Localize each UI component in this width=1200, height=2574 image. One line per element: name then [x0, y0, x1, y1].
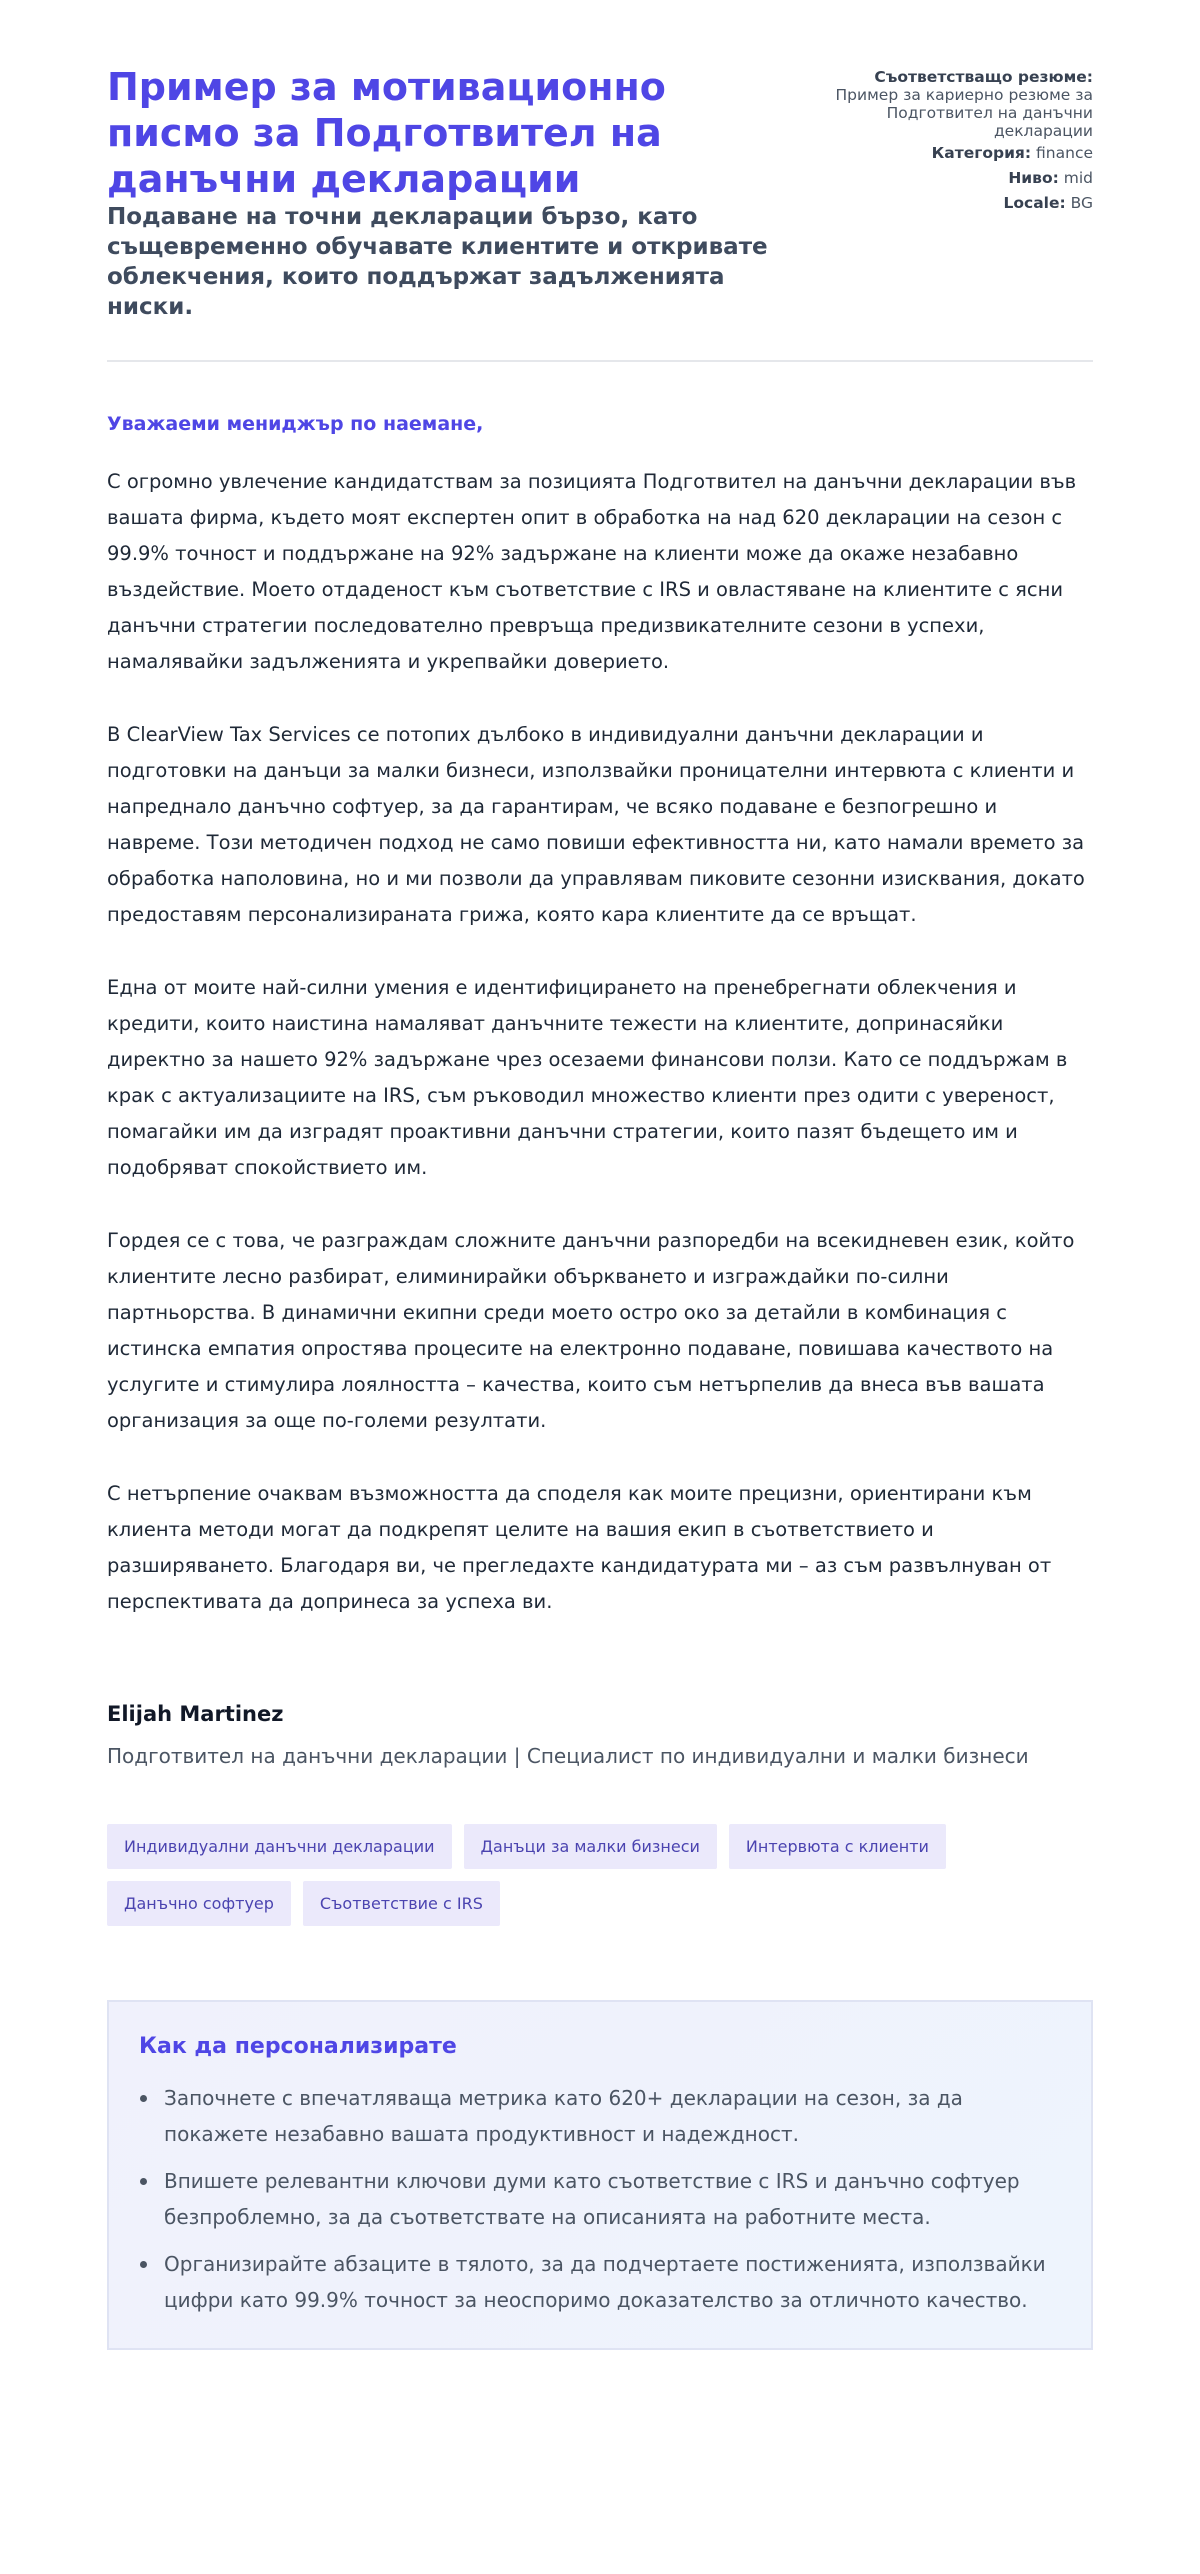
- page-subtitle: Подаване на точни декларации бързо, като същевременно обучавате клиентите и откривате облекчения, които поддържат задълженията ниски.: [107, 204, 768, 320]
- signature-block: [107, 1700, 1093, 1770]
- tip-item: [139, 2163, 1061, 2235]
- page-title: Пример за мотивационно писмо за Подготвител на данъчни декларации: [107, 65, 666, 201]
- meta-category: [823, 144, 1093, 162]
- skill-tag: Индивидуални данъчни декларации: [107, 1824, 452, 1869]
- tip-text: Впишете релевантни ключови думи като съответствие с IRS и данъчно софтуер безпроблемно, за да съответствате на описанията на работните места.: [164, 2169, 1020, 2229]
- meta-locale-label: Locale:: [1003, 194, 1066, 212]
- letter-body: [107, 464, 1093, 1620]
- meta-resume-link[interactable]: Пример за кариерно резюме за Подготвител на данъчни декларации: [835, 86, 1093, 140]
- letter-paragraph: Гордея се с това, че разграждам сложните данъчни разпоредби на всекидневен език, който клиентите лесно разбират, елиминирайки объркването и изграждайки по-силни партньорства. В динамични екипни среди моето остро око за детайли в комбинация с истинска емпатия опростява процесите на електронно подаване, повишава качеството на услугите и стимулира лоялността – качества, които съм нетърпелив да внеса във вашата организация за още по-големи резултати.: [107, 1229, 1075, 1432]
- page-header: [107, 64, 1093, 362]
- meta-level-label: Ниво:: [1008, 169, 1059, 187]
- salutation: Уважаеми мениджър по наемане,: [107, 413, 484, 435]
- tip-item: [139, 2080, 1061, 2152]
- skill-tag: Съответствие с IRS: [303, 1881, 500, 1926]
- meta-level: [823, 169, 1093, 187]
- meta-panel: [823, 64, 1093, 219]
- signature-name: Elijah Martinez: [107, 1702, 284, 1726]
- tip-text: Започнете с впечатляваща метрика като 620+ декларации на сезон, за да покажете незабавно вашата продуктивност и надеждност.: [164, 2086, 963, 2146]
- meta-locale-value: BG: [1070, 194, 1093, 212]
- tip-item: [139, 2246, 1061, 2318]
- meta-level-value: mid: [1063, 169, 1093, 187]
- signature-title: Подготвител на данъчни декларации | Специалист по индивидуални и малки бизнеси: [107, 1744, 1029, 1768]
- bullet-icon: [140, 2178, 147, 2185]
- header-titles: [107, 64, 787, 322]
- tip-text: Организирайте абзаците в тялото, за да подчертаете постиженията, използвайки цифри като 99.9% точност за неоспоримо доказателство за отличното качество.: [164, 2252, 1046, 2312]
- skill-tag: Интервюта с клиенти: [729, 1824, 946, 1869]
- letter-paragraph: В ClearView Tax Services се потопих дълбоко в индивидуални данъчни декларации и подготовки на данъци за малки бизнеси, използвайки проницателни интервюта с клиенти и напреднало данъчно софтуер, за да гарантирам, че всяко подаване е безпогрешно и навреме. Този методичен подход не само повиши ефективността ни, като намали времето за обработка наполовина, но и ми позволи да управлявам пиковите сезонни изисквания, докато предоставям персонализираната грижа, която кара клиентите да се връщат.: [107, 723, 1085, 926]
- meta-resume-label: Съответстващо резюме:: [874, 68, 1093, 86]
- tips-list: [139, 2080, 1061, 2318]
- bullet-icon: [140, 2095, 147, 2102]
- meta-category-label: Категория:: [931, 144, 1032, 162]
- skill-tag: Данъци за малки бизнеси: [464, 1824, 717, 1869]
- bullet-icon: [140, 2261, 147, 2268]
- skill-tag: Данъчно софтуер: [107, 1881, 291, 1926]
- letter-paragraph: С огромно увлечение кандидатствам за позицията Подготвител на данъчни декларации във вашата фирма, където моят експертен опит в обработка на над 620 декларации на сезон с 99.9% точност и поддържане на 92% задържане на клиенти може да окаже незабавно въздействие. Моето отдаденост към съответствие с IRS и овластяване на клиентите с ясни данъчни стратегии последователно превръща предизвикателните сезони в успехи, намалявайки задълженията и укрепвайки доверието.: [107, 470, 1077, 673]
- meta-locale: [823, 194, 1093, 212]
- letter-paragraph: С нетърпение очаквам възможността да споделя как моите прецизни, ориентирани към клиента методи могат да подкрепят целите на вашия екип в съответствието и разширяването. Благодаря ви, че прегледахте кандидатурата ми – аз съм развълнуван от перспективата да допринеса за успеха ви.: [107, 1482, 1052, 1613]
- customization-tips: [107, 2000, 1093, 2350]
- meta-category-value: finance: [1036, 144, 1093, 162]
- tips-title: Как да персонализирате: [139, 2034, 457, 2059]
- letter-paragraph: Една от моите най-силни умения е идентифицирането на пренебрегнати облекчения и кредити, които наистина намаляват данъчните тежести на клиентите, допринасяйки директно за нашето 92% задържане чрез осезаеми финансови ползи. Като се поддържам в крак с актуализациите на IRS, съм ръководил множество клиенти през одити с увереност, помагайки им да изградят проактивни данъчни стратегии, които пазят бъдещето им и подобряват спокойствието им.: [107, 976, 1068, 1179]
- skill-tags: [107, 1824, 1107, 1926]
- meta-resume: [823, 68, 1093, 140]
